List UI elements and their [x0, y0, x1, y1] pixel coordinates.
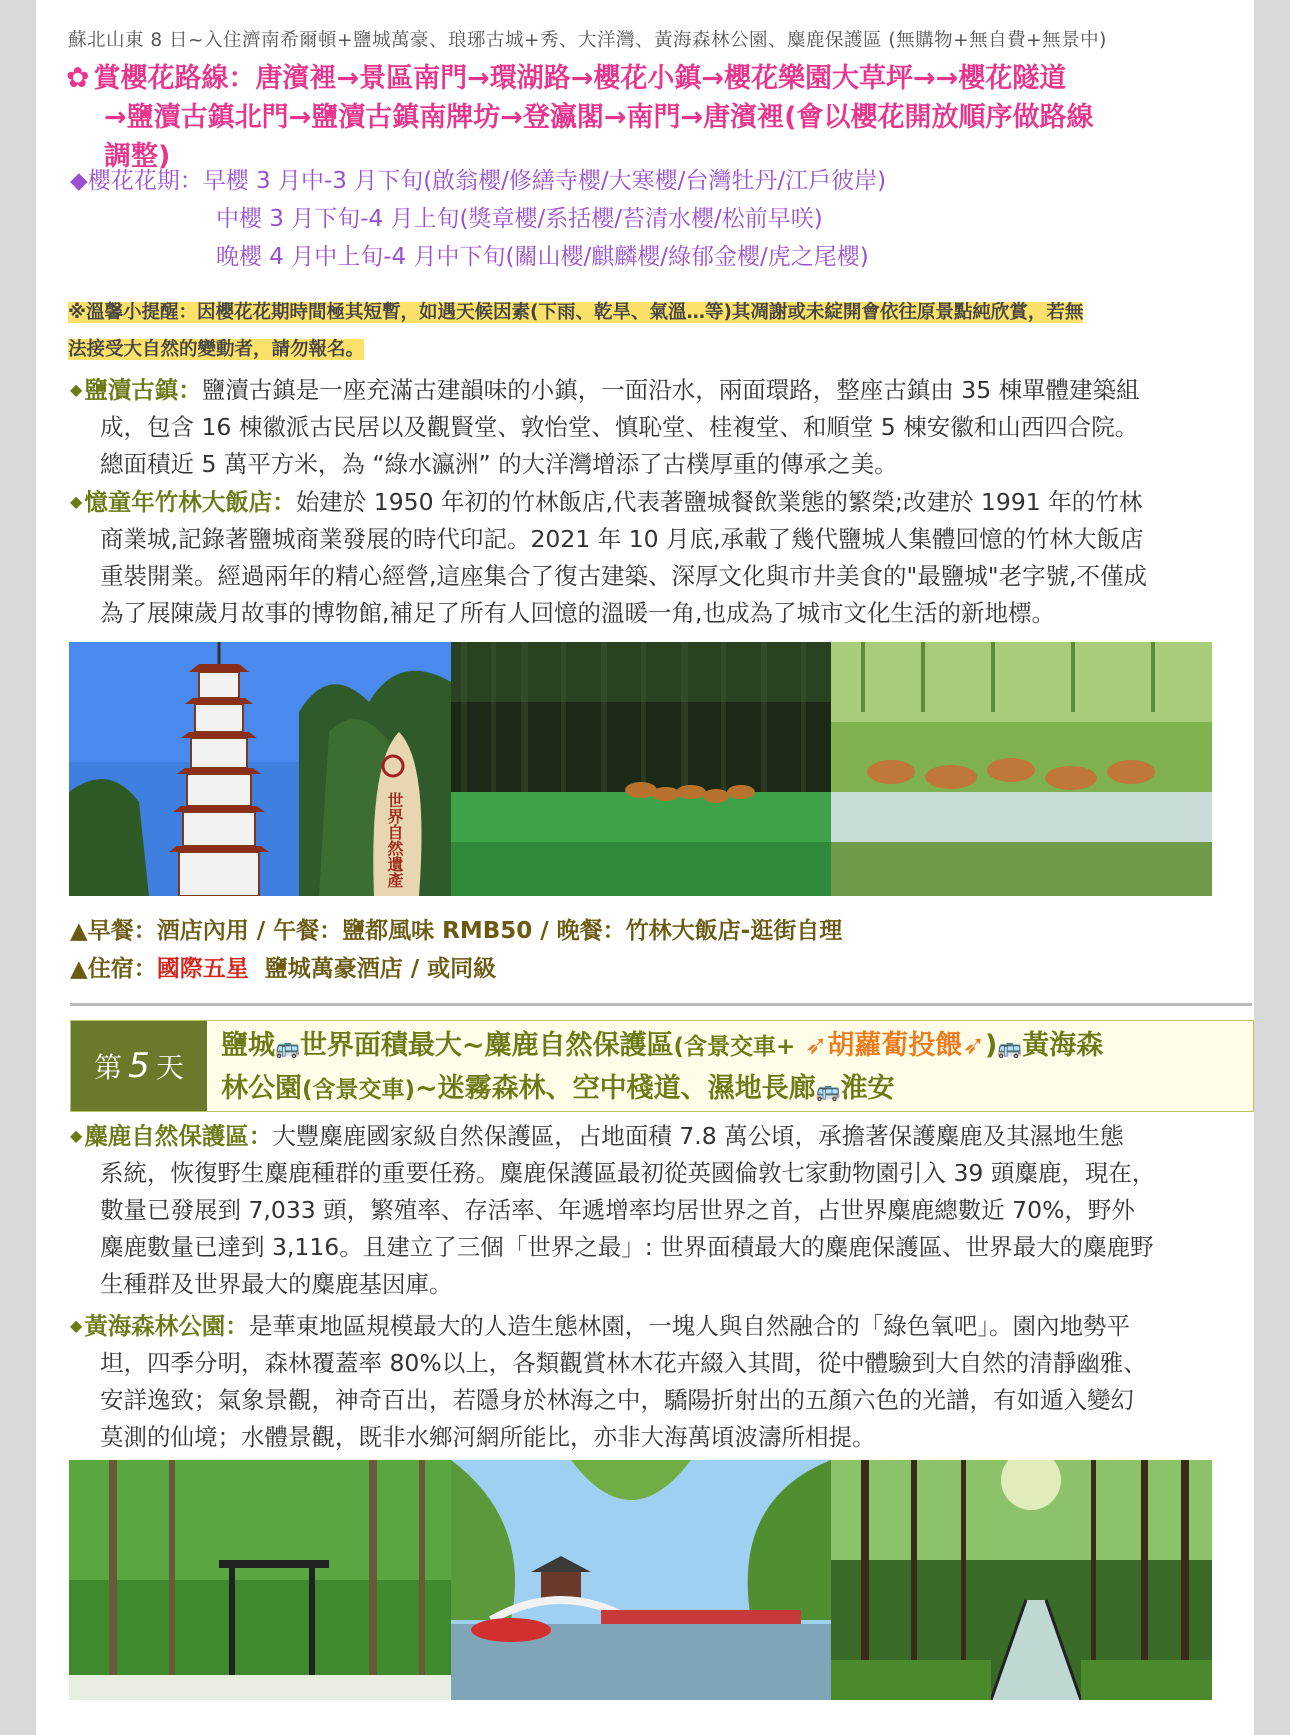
huanghai-section [70, 1307, 1258, 1456]
milu-title: 麋鹿自然保護區： [84, 1122, 273, 1150]
zhulin-line-1: 始建於 1950 年初的竹林飯店,代表著鹽城餐飲業態的繁榮;改建於 1991 年的竹林 [295, 488, 1143, 516]
hotel-stars: 國際五星 [156, 956, 249, 982]
hotel-label: ▲住宿： [70, 956, 157, 982]
huanghai-line-1: 是華東地區規模最大的人造生態林園，一塊人與自然融合的「綠色氧吧」。園內地勢平 [248, 1312, 1131, 1340]
reminder-note [68, 294, 1254, 368]
season-early: 早櫻 3 月中-3 月下旬(啟翁櫻/修繕寺櫻/大寒櫻/台灣牡丹/江戶彼岸) [202, 168, 887, 194]
season-late: 晚櫻 4 月中上旬-4 月中下旬(關山櫻/麒麟櫻/綠郁金櫻/虎之尾櫻) [216, 244, 869, 270]
zhulin-title: 憶童年竹林大飯店： [84, 488, 296, 516]
zhulin-line-2: 商業城,記錄著鹽城商業發展的時代印記。2021 年 10 月底,承載了幾代鹽城人集體回憶的竹林大飯店 [100, 525, 1144, 553]
yandu-title: 鹽瀆古鎮： [84, 376, 202, 404]
day-title-part: 淮安 [840, 1073, 895, 1104]
zhulin-section [70, 483, 1258, 632]
yandu-section [70, 371, 1258, 483]
diamond-bullet-icon: ◆ [70, 380, 83, 399]
day-prefix: 第 [94, 1051, 123, 1084]
day-title-part: 黃海森 [1022, 1030, 1104, 1061]
season-early-row [70, 162, 886, 195]
section-divider [70, 1003, 1252, 1006]
day-title-part: (含景交車+ [673, 1034, 796, 1060]
milu-line-3: 數量已發展到 7,033 頭，繁殖率、存活率、年遞增率均居世界之首，占世界麋鹿總數近 70%，野外 [100, 1196, 1135, 1224]
reminder-line-2: 法接受大自然的變動者，請勿報名。 [68, 339, 365, 360]
page [36, 0, 1254, 1735]
yandu-line-2: 成，包含 16 棟徽派古民居以及觀賢堂、敦怡堂、慎恥堂、桂複堂、和順堂 5 棟安徽和山西四合院。 [100, 413, 1139, 441]
deer-forest-photo [451, 642, 831, 896]
huanghai-line-2: 坦，四季分明，森林覆蓋率 80%以上，各類觀賞林木花卉綴入其間，從中體驗到大自然的清靜幽雅、 [100, 1349, 1147, 1377]
carrot-icon: ➶ [962, 1030, 985, 1061]
route-line-1: 賞櫻花路線：唐濱裡→景區南門→環湖路→櫻花小鎮→櫻花樂園大草坪→→櫻花隧道 [93, 63, 1067, 94]
diamond-bullet-icon: ◆ [70, 1126, 83, 1145]
bus-icon: 🚌 [997, 1035, 1023, 1059]
pagoda-photo [69, 642, 451, 896]
season-mid: 中櫻 3 月下旬-4 月上旬(獎章櫻/系括櫻/苔清水櫻/松前早咲) [216, 206, 823, 232]
diamond-bullet-icon: ◆ [70, 1316, 83, 1335]
route-line-3: 調整) [104, 141, 171, 172]
day-title-part: 胡蘿蔔投餵 [827, 1030, 963, 1061]
route-line-2: →鹽瀆古鎮北門→鹽瀆古鎮南牌坊→登瀛閣→南門→唐濱裡(會以櫻花開放順序做路線 [104, 102, 1094, 133]
day-title-part: (含景交車) [302, 1077, 416, 1103]
deer-running-photo [831, 642, 1212, 896]
day-number: 5 [128, 1046, 150, 1086]
day-label [71, 1021, 207, 1111]
day-title [221, 1025, 1251, 1111]
cherry-route [66, 58, 1256, 176]
stone-inscription: 世界自然遺產 [385, 792, 404, 888]
day-title-part: ) [984, 1030, 998, 1061]
milu-line-1: 大豐麋鹿國家級自然保護區，占地面積 7.8 萬公頃，承擔著保護麋鹿及其濕地生態 [272, 1122, 1124, 1150]
hotel-name: 鹽城萬豪酒店 / 或同級 [264, 956, 497, 982]
bus-icon: 🚌 [275, 1035, 300, 1059]
season-label: ◆櫻花花期： [70, 168, 203, 194]
reminder-line-1: ※溫馨小提醒：因櫻花花期時間極其短暫，如遇天候因素(下雨、乾旱、氣溫…等)其凋謝或未綻開會依往原景點純欣賞，若無 [68, 302, 1084, 323]
forest-boardwalk-photo [831, 1460, 1212, 1700]
yandu-line-1: 鹽瀆古鎮是一座充滿古建韻味的小鎮，一面沿水，兩面環路，整座古鎮由 35 棟單體建築組 [201, 376, 1140, 404]
milu-section [70, 1117, 1258, 1303]
meals-line: ▲早餐：酒店內用 / 午餐：鹽都風味 RMB50 / 晚餐：竹林大飯店-逛街自理 [70, 918, 843, 944]
milu-line-2: 系統，恢復野生麋鹿種群的重要任務。麋鹿保護區最初從英國倫敦七家動物園引入 39 頭麋鹿，現在， [100, 1159, 1156, 1187]
zhulin-line-3: 重裝開業。經過兩年的精心經營,這座集合了復古建築、深厚文化與市井美食的"最鹽城"老字號,不僅成 [100, 562, 1148, 590]
hotel-line [70, 950, 496, 983]
milu-line-4: 麋鹿數量已達到 3,116。且建立了三個「世界之最」: 世界面積最大的麋鹿保護區、世界最大的麋鹿野 [100, 1233, 1154, 1261]
diamond-bullet-icon: ◆ [70, 492, 83, 511]
huanghai-title: 黃海森林公園： [84, 1312, 249, 1340]
day-title-part: 林公園 [221, 1073, 302, 1104]
zhulin-line-4: 為了展陳歲月故事的博物館,補足了所有人回憶的溫暖一角,也成為了城市文化生活的新地標。 [100, 599, 1055, 627]
bridge-pavilion-photo [451, 1460, 831, 1700]
huanghai-line-3: 安詳逸致；氣象景觀，神奇百出，若隱身於林海之中，驕陽折射出的五顏六色的光譜，有如遁入變幻 [100, 1386, 1134, 1414]
day-title-part: ~迷霧森林、空中棧道、濕地長廊 [415, 1073, 816, 1104]
yandu-line-3: 總面積近 5 萬平方米，為 “綠水瀛洲” 的大洋灣增添了古樸厚重的傳承之美。 [100, 450, 898, 478]
cherry-blossom-icon: ✿ [66, 61, 90, 94]
day-title-part: 世界面積最大~麋鹿自然保護區 [299, 1030, 674, 1061]
bus-icon: 🚌 [815, 1078, 841, 1102]
carrot-icon: ➶ [804, 1030, 828, 1061]
milu-line-5: 生種群及世界最大的麋鹿基因庫。 [100, 1270, 453, 1298]
huanghai-line-4: 莫測的仙境；水體景觀，既非水鄉河網所能比，亦非大海萬頃波濤所相提。 [100, 1423, 876, 1451]
forest-walkway-photo [69, 1460, 451, 1700]
day-header [70, 1020, 1254, 1112]
day-suffix: 天 [155, 1051, 184, 1084]
itinerary-header: 蘇北山東 8 日~入住濟南希爾頓+鹽城萬豪、琅琊古城+秀、大洋灣、黃海森林公園、麋鹿保護區 (無購物+無自費+無景中) [68, 30, 1107, 51]
day-title-part: 鹽城 [221, 1030, 275, 1061]
